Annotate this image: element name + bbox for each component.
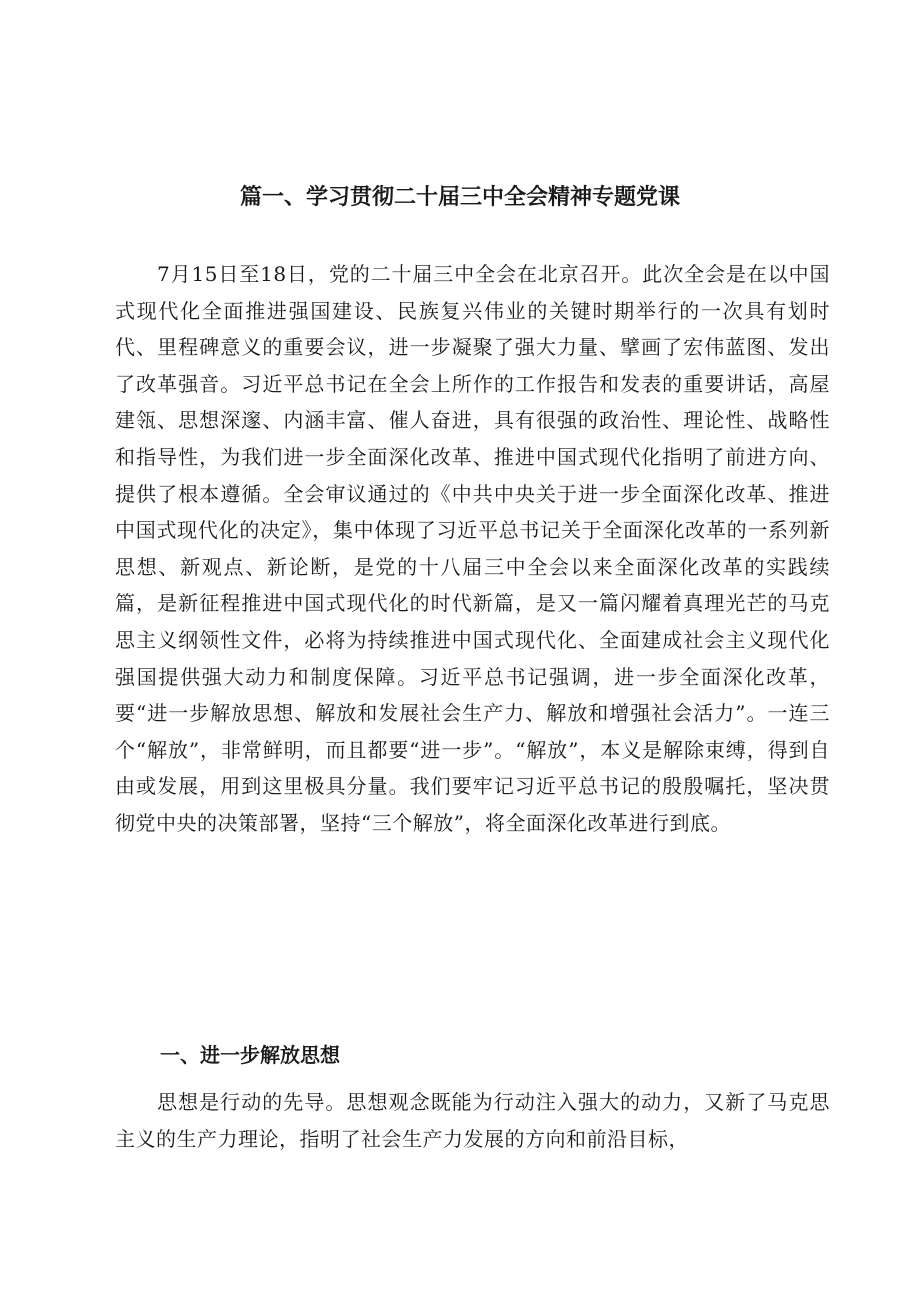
document-title: 篇一、学习贯彻二十届三中全会精神专题党课 <box>239 184 680 210</box>
intro-paragraph: 7月15日至18日，党的二十届三中全会在北京召开。此次全会是在以中国式现代化全面推进强国建设、民族复兴伟业的关键时期举行的一次具有划时代、里程碑意义的重要会议，进一步凝聚了强大力量、擘画了宏伟蓝图、发出了改革强音。习近平总书记在全会上所作的工作报告和发表的重要讲话，高屋建瓴、思想深邃、内涵丰富、催人奋进，具有很强的政治性、理论性、战略性和指导性，为我们进一步全面深化改革、推进中国式现代化指明了前进方向、提供了根本遵循。全会审议通过的《中共中央关于进一步全面深化改革、推进中国式现代化的决定》，集中体现了习近平总书记关于全面深化改革的一系列新思想、新观点、新论断，是党的十八届三中全会以来全面深化改革的实践续篇，是新征程推进中国式现代化的时代新篇，是又一篇闪耀着真理光芒的马克思主义纲领性文件，必将为持续推进中国式现代化、全面建成社会主义现代化强国提供强大动力和制度保障。习近平总书记强调，进一步全面深化改革，要“进一步解放思想、解放和发展社会生产力、解放和增强社会活力”。一连三个“解放”，非常鲜明，而且都要“进一步”。“解放”，本义是解除束缚，得到自由或发展，用到这里极具分量。我们要牢记习近平总书记的殷殷嘱托，坚决贯彻党中央的决策部署，坚持“三个解放”，将全面深化改革进行到底。 <box>115 262 830 835</box>
section-1-paragraph: 思想是行动的先导。思想观念既能为行动注入强大的动力，又新了马克思主义的生产力理论，指明了社会生产力发展的方向和前沿目标， <box>115 1090 830 1151</box>
section-heading-1: 一、进一步解放思想 <box>160 1043 340 1067</box>
